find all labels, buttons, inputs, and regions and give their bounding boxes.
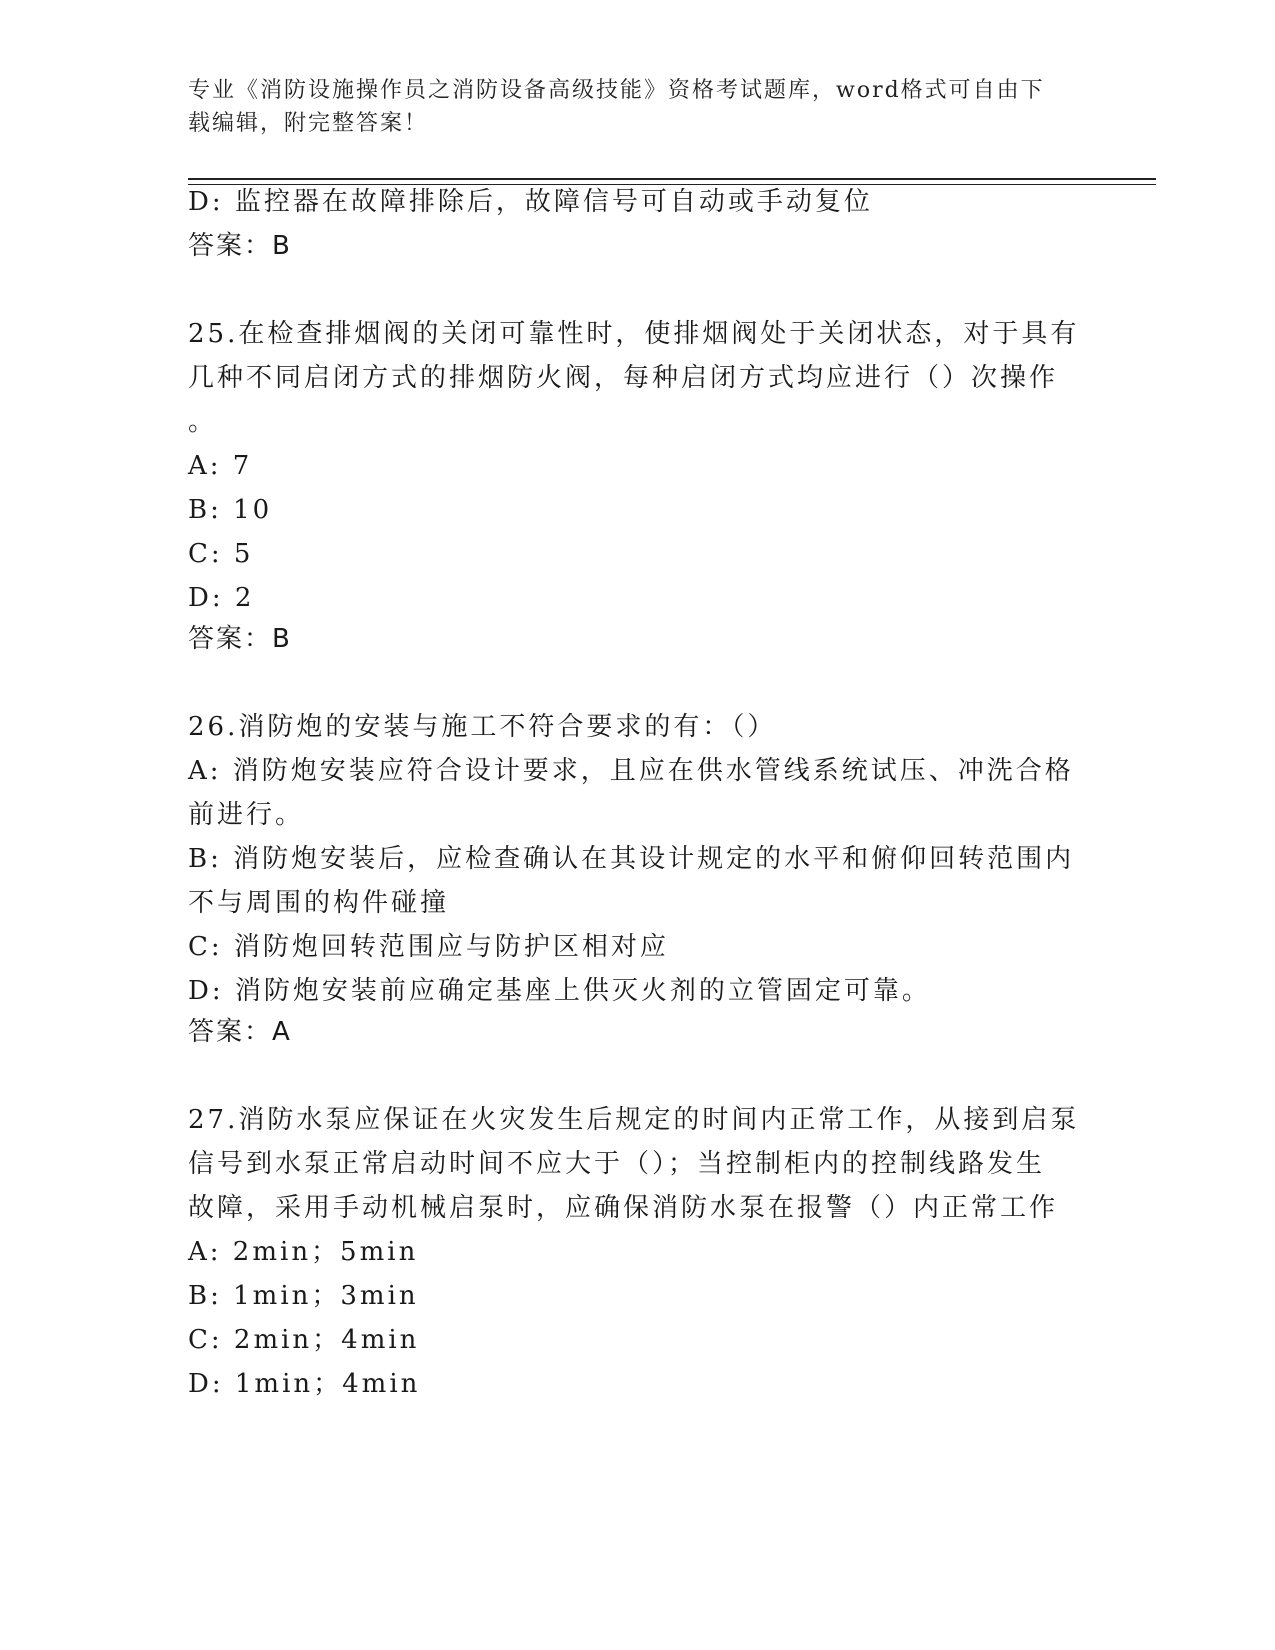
- q25-option-d: D: 2: [188, 583, 255, 613]
- q25-option-b: B: 10: [188, 495, 273, 525]
- q27-stem-line-2: 信号到水泵正常启动时间不应大于（）；当控制柜内的控制线路发生: [188, 1149, 1046, 1179]
- q27-option-d: D: 1min；4min: [188, 1369, 421, 1399]
- document-header: [188, 74, 1088, 140]
- q26-option-a-line-2: 前进行。: [188, 800, 305, 830]
- q26-stem: 26.消防炮的安装与施工不符合要求的有：（）: [188, 712, 777, 742]
- header-line-2: 载编辑，附完整答案！: [188, 111, 429, 136]
- q27-stem-line-3: 故障，采用手动机械启泵时，应确保消防水泵在报警（）内正常工作: [188, 1193, 1059, 1223]
- q27-stem-line-1: 27.消防水泵应保证在火灾发生后规定的时间内正常工作，从接到启泵: [188, 1105, 1080, 1135]
- q25-stem-line-2: 几种不同启闭方式的排烟防火阀，每种启闭方式均应进行（）次操作: [188, 363, 1059, 393]
- q25-stem-line-1: 25.在检查排烟阀的关闭可靠性时，使排烟阀处于关闭状态，对于具有: [188, 319, 1080, 349]
- q26-answer: 答案：A: [188, 1017, 292, 1047]
- q27-option-a: A: 2min；5min: [188, 1237, 419, 1267]
- header-line-1: 专业《消防设施操作员之消防设备高级技能》资格考试题库，word格式可自由下: [188, 78, 1045, 103]
- q24-option-d: D: 监控器在故障排除后，故障信号可自动或手动复位: [188, 187, 873, 217]
- q26-option-d: D: 消防炮安装前应确定基座上供灭火剂的立管固定可靠。: [188, 976, 931, 1006]
- q27-option-b: B: 1min；3min: [188, 1281, 419, 1311]
- q25-answer: 答案：B: [188, 624, 292, 654]
- q26-option-a-line-1: A: 消防炮安装应符合设计要求，且应在供水管线系统试压、冲洗合格: [188, 756, 1074, 786]
- q26-option-b-line-1: B: 消防炮安装后，应检查确认在其设计规定的水平和俯仰回转范围内: [188, 844, 1075, 874]
- q26-option-b-line-2: 不与周围的构件碰撞: [188, 888, 450, 918]
- q25-option-c: C: 5: [188, 539, 254, 569]
- q24-answer: 答案：B: [188, 231, 292, 261]
- q25-stem-line-3: 。: [188, 407, 218, 437]
- q27-option-c: C: 2min；4min: [188, 1325, 420, 1355]
- q25-option-a: A: 7: [188, 451, 253, 481]
- header-divider-thick: [188, 178, 1156, 180]
- q26-option-c: C: 消防炮回转范围应与防护区相对应: [188, 932, 669, 962]
